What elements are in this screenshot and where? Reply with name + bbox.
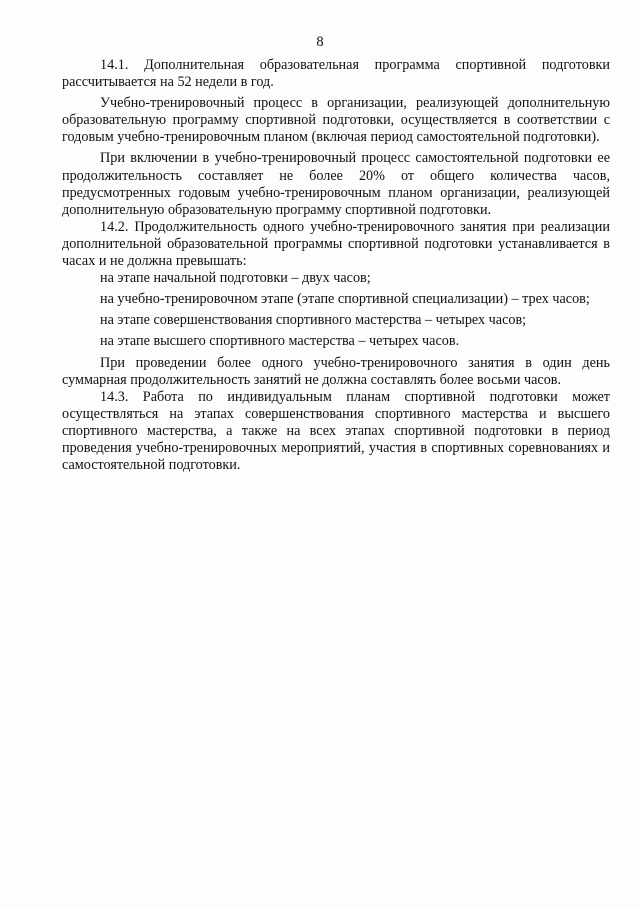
- list-item-improvement-stage: на этапе совершенствования спортивного мастерства – четырех часов;: [100, 312, 527, 329]
- list-item-initial-stage: на этапе начальной подготовки – двух часов;: [100, 270, 371, 287]
- paragraph-daily-limit: При проведении более одного учебно-тренировочного занятия в один день суммарная продолжительность занятий не должна составлять более восьми часов.: [62, 354, 610, 388]
- paragraph-self-training: При включении в учебно-тренировочный процесс самостоятельной подготовки ее продолжительность составляет не более 20% от общего количества часов, предусмотренных годовым учебно-тренировочным планом организации, реализующей дополнительную образовательную программу спортивной подготовки.: [62, 150, 610, 218]
- paragraph-14-1: 14.1. Дополнительная образовательная программа спортивной подготовки рассчитывается на 52 недели в год.: [62, 57, 610, 91]
- document-body: [62, 57, 610, 474]
- list-item-training-stage: на учебно-тренировочном этапе (этапе спортивной специализации) – трех часов;: [100, 291, 590, 308]
- paragraph-14-2: 14.2. Продолжительность одного учебно-тренировочного занятия при реализации дополнительной образовательной программы спортивной подготовки устанавливается в часах и не должна превышать:: [62, 218, 610, 270]
- page-number: 8: [316, 34, 324, 50]
- paragraph-14-3: 14.3. Работа по индивидуальным планам спортивной подготовки может осуществляться на этапах совершенствования спортивного мастерства и высшего спортивного мастерства, а также на всех этапах спортивной подготовки в период проведения учебно-тренировочных мероприятий, участия в спортивных соревнованиях и самостоятельной подготовки.: [62, 388, 610, 474]
- list-item-higher-mastery-stage: на этапе высшего спортивного мастерства – четырех часов.: [100, 333, 460, 350]
- paragraph-training-process: Учебно-тренировочный процесс в организации, реализующей дополнительную образовательную программу спортивной подготовки, осуществляется в соответствии с годовым учебно-тренировочным планом (включая период самостоятельной подготовки).: [62, 95, 610, 146]
